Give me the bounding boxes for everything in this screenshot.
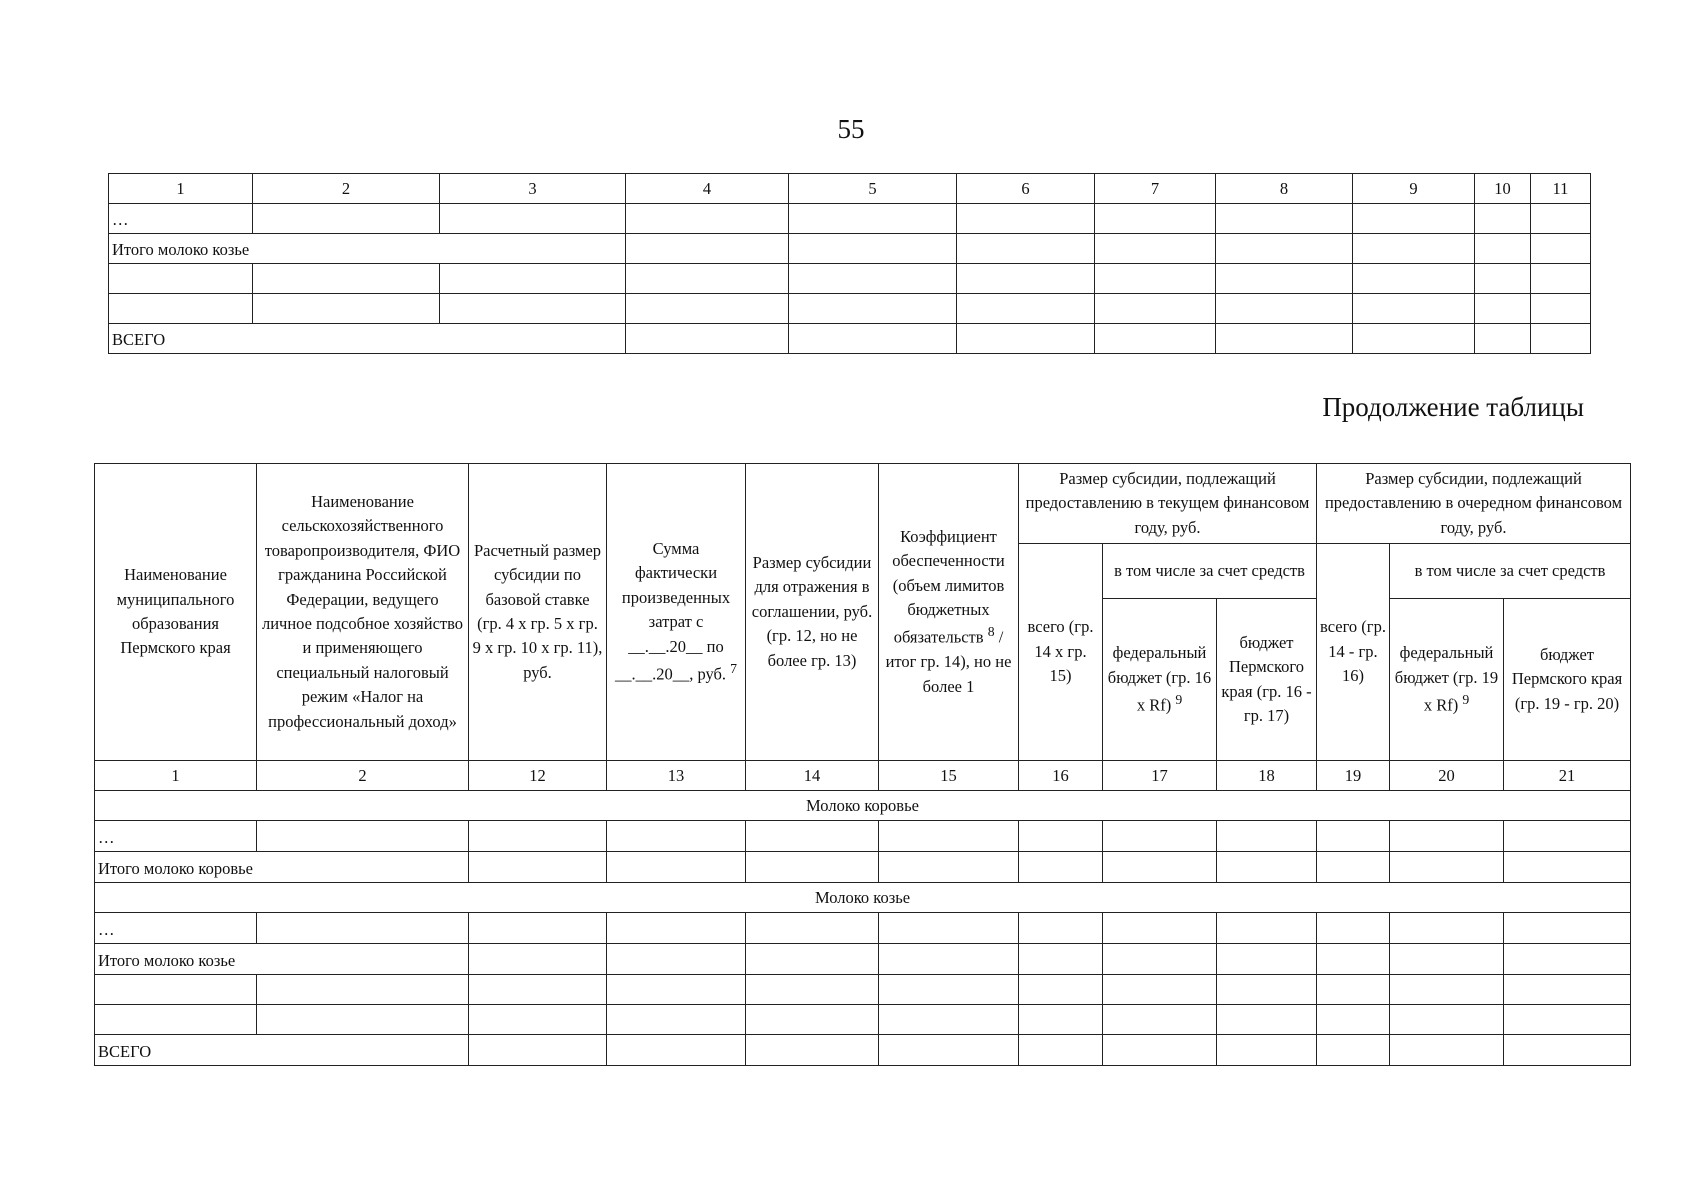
header-next-sources: в том числе за счет средств	[1390, 544, 1631, 599]
column-number: 2	[257, 761, 469, 791]
header-federal-next: федеральный бюджет (гр. 19 х Rf) $^9$	[1390, 599, 1504, 761]
header-agreement-subsidy: Размер субсидии для отражения в соглашении, руб. (гр. 12, но не более гр. 13)	[746, 464, 879, 761]
main-table	[94, 463, 1631, 1066]
column-number: 14	[746, 761, 879, 791]
column-number: 2	[253, 174, 440, 204]
header-municipality: Наименование муниципального образования Пермского края	[95, 464, 257, 761]
column-number: 15	[879, 761, 1019, 791]
header-coefficient: Коэффициент обеспеченности (объем лимитов бюджетных обязательств $^8$ / итог гр. 14), но не более 1	[879, 464, 1019, 761]
column-number: 10	[1475, 174, 1531, 204]
continuation-title: Продолжение таблицы	[1322, 392, 1584, 422]
header-total-next: всего (гр. 14 - гр. 16)	[1317, 544, 1390, 761]
section-title-cow-milk: Молоко коровье	[95, 791, 1631, 821]
table-row	[95, 913, 1631, 944]
grand-total-label: ВСЕГО	[95, 1035, 469, 1066]
section-row-goat	[95, 883, 1631, 913]
upper-table-column-numbers	[109, 174, 1591, 204]
header-next-year-group: Размер субсидии, подлежащий предоставлению в очередном финансовом году, руб.	[1317, 464, 1631, 544]
section-title-goat-milk: Молоко козье	[95, 883, 1631, 913]
table-row	[95, 1035, 1631, 1066]
grand-total-label: ВСЕГО	[109, 324, 626, 354]
column-number: 11	[1531, 174, 1591, 204]
page-number: 55	[837, 114, 865, 144]
column-number: 6	[957, 174, 1095, 204]
column-number: 7	[1095, 174, 1216, 204]
table-row	[109, 294, 1591, 324]
table-row	[109, 264, 1591, 294]
column-number: 1	[109, 174, 253, 204]
table-row	[95, 852, 1631, 883]
main-table-column-numbers	[95, 761, 1631, 791]
ellipsis-cell: …	[109, 204, 253, 234]
column-number: 12	[469, 761, 607, 791]
header-federal-current: федеральный бюджет (гр. 16 х Rf) $^9$	[1103, 599, 1217, 761]
table-row	[95, 975, 1631, 1005]
ellipsis-cell: …	[95, 913, 257, 944]
column-number: 5	[789, 174, 957, 204]
header-total-current: всего (гр. 14 х гр. 15)	[1019, 544, 1103, 761]
header-regional-next: бюджет Пермского края (гр. 19 - гр. 20)	[1504, 599, 1631, 761]
table-row	[109, 324, 1591, 354]
header-calculated-subsidy: Расчетный размер субсидии по базовой ставке (гр. 4 х гр. 5 х гр. 9 х гр. 10 х гр. 11), руб.	[469, 464, 607, 761]
column-number: 21	[1504, 761, 1631, 791]
column-number: 16	[1019, 761, 1103, 791]
subtotal-goat-label: Итого молоко козье	[95, 944, 469, 975]
column-number: 18	[1217, 761, 1317, 791]
column-number: 1	[95, 761, 257, 791]
subtotal-goat-label: Итого молоко козье	[109, 234, 626, 264]
column-number: 3	[440, 174, 626, 204]
column-number: 4	[626, 174, 789, 204]
ellipsis-cell: …	[95, 821, 257, 852]
header-actual-costs: Сумма фактически произведенных затрат с __.__.20__ по __.__.20__, руб. $^7$	[607, 464, 746, 761]
header-current-sources: в том числе за счет средств	[1103, 544, 1317, 599]
header-regional-current: бюджет Пермского края (гр. 16 - гр. 17)	[1217, 599, 1317, 761]
column-number: 20	[1390, 761, 1504, 791]
header-row-1	[95, 464, 1631, 544]
table-row	[109, 234, 1591, 264]
table-row	[109, 204, 1591, 234]
column-number: 17	[1103, 761, 1217, 791]
section-row-cow	[95, 791, 1631, 821]
column-number: 8	[1216, 174, 1353, 204]
subtotal-cow-label: Итого молоко коровье	[95, 852, 469, 883]
header-producer: Наименование сельскохозяйственного товаропроизводителя, ФИО гражданина Российской Федерации, ведущего личное подсобное хозяйство и применяющего специальный налоговый режим «Налог на профессиональный доход»	[257, 464, 469, 761]
table-row	[95, 944, 1631, 975]
table-row	[95, 1005, 1631, 1035]
upper-table	[108, 173, 1591, 354]
column-number: 19	[1317, 761, 1390, 791]
table-row	[95, 821, 1631, 852]
column-number: 9	[1353, 174, 1475, 204]
column-number: 13	[607, 761, 746, 791]
header-current-year-group: Размер субсидии, подлежащий предоставлению в текущем финансовом году, руб.	[1019, 464, 1317, 544]
